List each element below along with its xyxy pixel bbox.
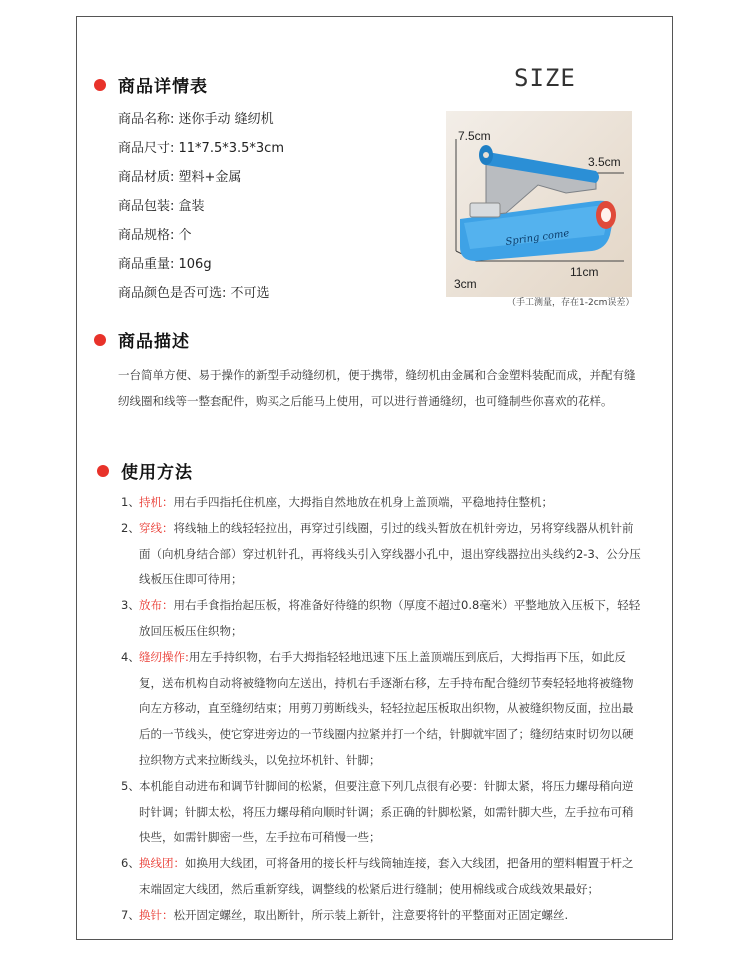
brand-text: Spring come <box>504 228 571 248</box>
step-separator: : <box>185 649 189 664</box>
step-keyword: 放布 <box>139 598 162 613</box>
depth-label: 3cm <box>454 277 477 291</box>
height-label: 7.5cm <box>458 129 491 143</box>
step-text: 将线轴上的线轻轻拉出，再穿过引线圈，引过的线头暂放在机针旁边，另将穿线器从机针前面（向机身结合部）穿过机针孔，再将线头引入穿线器小孔中，退出穿线器拉出头线约2-3、公分压线板压住即可待用； <box>139 520 641 587</box>
usage-step <box>121 593 641 645</box>
spec-row: 商品重量: 106g <box>118 257 212 272</box>
spec-row: 商品材质: 塑料+金属 <box>118 170 242 185</box>
bullet-dot-icon <box>94 79 106 91</box>
step-separator: ： <box>162 907 174 922</box>
step-number: 2、 <box>121 520 140 535</box>
length-label: 11cm <box>570 265 599 279</box>
spec-row: 商品颜色是否可选: 不可选 <box>118 286 270 301</box>
step-text: 用右手四指托住机座，大拇指自然地放在机身上盖顶端，平稳地持住整机； <box>173 495 553 509</box>
bullet-dot-icon <box>94 334 106 346</box>
step-text: 松开固定螺丝，取出断针，所示装上新针，注意要将针的平整面对正固定螺丝. <box>173 907 569 922</box>
usage-step <box>121 490 641 516</box>
spec-row: 商品规格: 个 <box>118 228 192 243</box>
usage-step <box>121 645 641 774</box>
description-title: 商品描述 <box>118 332 190 352</box>
usage-step <box>121 903 641 929</box>
usage-steps <box>121 490 641 929</box>
usage-heading <box>97 458 193 483</box>
description-text: 一台简单方便、易于操作的新型手动缝纫机，便于携带，缝纫机由金属和合金塑料装配而成，并配有缝纫线圈和线等一整套配件，购买之后能马上使用，可以进行普通缝纫，也可缝制些你喜欢的花样。 <box>118 368 636 408</box>
step-separator: ： <box>173 856 185 871</box>
size-title: SIZE <box>514 64 576 92</box>
width-label: 3.5cm <box>588 155 621 169</box>
step-keyword: 换线团 <box>139 856 174 871</box>
usage-step <box>121 851 641 903</box>
step-text: 用左手持织物，右手大拇指轻轻地迅速下压上盖顶端压到底后，大拇指再下压，如此反复，送布机构自动将被缝物向左送出，持机右手逐渐右移，左手持布配合缝纫节奏轻轻地将被缝物向左方移动，直至缝纫结束；用剪刀剪断线头，轻轻拉起压板取出织物，从被缝织物反面，拉出最后的一节线头，使它穿进旁边的一节线圈内拉紧并打一个结，针脚就牢固了；缝纫结束时切勿以硬拉织物方式来拉断线头，以免拉坏机针、针脚； <box>139 649 634 767</box>
measure-note: （手工测量，存在1-2cm误差） <box>507 298 635 308</box>
step-text: 如换用大线团，可将备用的接长杆与线筒轴连接，套入大线团，把备用的塑料帽置于杆之末端固定大线团，然后重新穿线，调整线的松紧后进行缝制；使用棉线或合成线效果最好； <box>139 856 634 896</box>
step-text: 用右手食指抬起压板，将准备好待缝的织物（厚度不超过0.8毫米）平整地放入压板下，轻轻放回压板压住织物； <box>139 598 641 638</box>
step-keyword: 持机 <box>139 495 162 509</box>
step-keyword: 换针 <box>139 907 162 922</box>
spec-list <box>118 105 284 308</box>
step-number: 6、 <box>121 856 140 871</box>
step-number: 5、 <box>121 778 140 793</box>
step-number: 3、 <box>121 598 140 613</box>
step-keyword: 缝纫操作 <box>139 649 185 664</box>
details-title: 商品详情表 <box>118 77 208 97</box>
usage-step <box>121 516 641 593</box>
step-separator: ： <box>162 598 174 613</box>
step-separator: ： <box>162 495 174 509</box>
usage-title: 使用方法 <box>121 463 193 483</box>
step-separator: ： <box>162 520 174 535</box>
step-keyword: 穿线 <box>139 520 162 535</box>
step-number: 7、 <box>121 907 140 922</box>
usage-step <box>121 774 641 851</box>
step-number: 1、 <box>121 495 140 509</box>
description-heading <box>94 327 190 352</box>
spec-row: 商品包装: 盒装 <box>118 199 205 214</box>
spec-row: 商品尺寸: 11*7.5*3.5*3cm <box>118 141 284 156</box>
spec-row: 商品名称: 迷你手动 缝纫机 <box>118 112 274 127</box>
step-number: 4、 <box>121 649 140 664</box>
bullet-dot-icon <box>97 465 109 477</box>
details-heading <box>94 72 208 97</box>
step-text: 本机能自动进布和调节针脚间的松紧，但要注意下列几点很有必要：针脚太紧，将压力螺母稍向逆时针调；针脚太松，将压力螺母稍向顺时针调；系正确的针脚松紧，如需针脚大些，左手拉布可稍快些，如需针脚密一些，左手拉布可稍慢一些； <box>139 778 634 845</box>
product-image <box>446 111 632 297</box>
